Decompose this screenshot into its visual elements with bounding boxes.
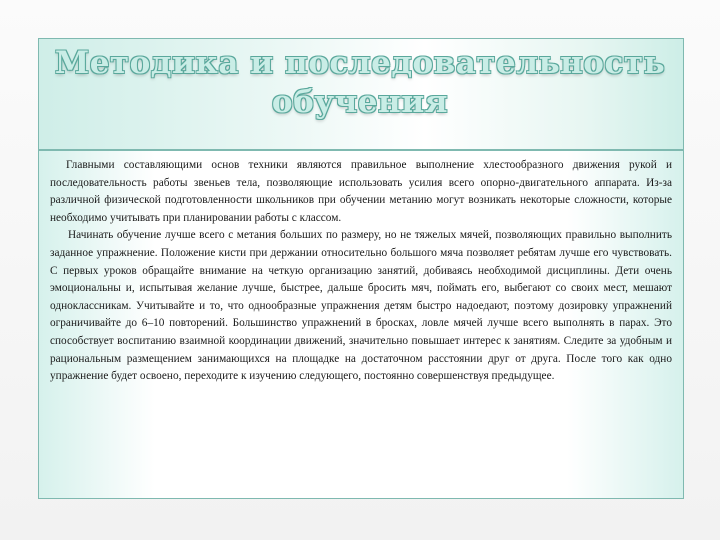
body-text	[50, 157, 672, 386]
title-line-2: обучения	[271, 84, 449, 120]
paragraph-2: Начинать обучение лучше всего с метания больших по размеру, но не тяжелых мячей, позволяющих правильно выполнить заданное упражнение. Положение кисти при держании относительно большого мяча позволяет ребятам лучше его чувствовать. С первых уроков обращайте внимание на четкую организацию занятий, добиваясь необходимой дисциплины. Дети очень эмоциональны и, испытывая желание лучше, быстрее, дальше бросить мяч, поймать его, выбегают со своих мест, мешают одноклассникам. Учитывайте и то, что однообразные упражнения детям быстро надоедают, поэтому дозировку упражнений ограничивайте до 6–10 повторений. Большинство упражнений в бросках, ловле мячей лучше всего выполнять в парах. Это способствует воспитанию взаимной координации движений, значительно повышает интерес к занятиям. Следите за удобным и рациональным размещением занимающихся на площадке на достаточном расстоянии друг от друга. После того как одно упражнение будет освоено, переходите к изучению следующего, постоянно совершенствуя предыдущее.	[50, 229, 672, 383]
paragraph-1: Главными составляющими основ техники являются правильное выполнение хлестообразного движения рукой и последовательность работы звеньев тела, позволяющие использовать усилия всего опорно-двигательного аппарата. Из-за различной физической подготовленности школьников при обучении метанию могут возникать некоторые сложности, которые необходимо учитывать при планировании работы с классом.	[50, 159, 672, 224]
title-line-1: Методика и последовательность	[54, 45, 666, 81]
slide-title	[0, 44, 720, 122]
